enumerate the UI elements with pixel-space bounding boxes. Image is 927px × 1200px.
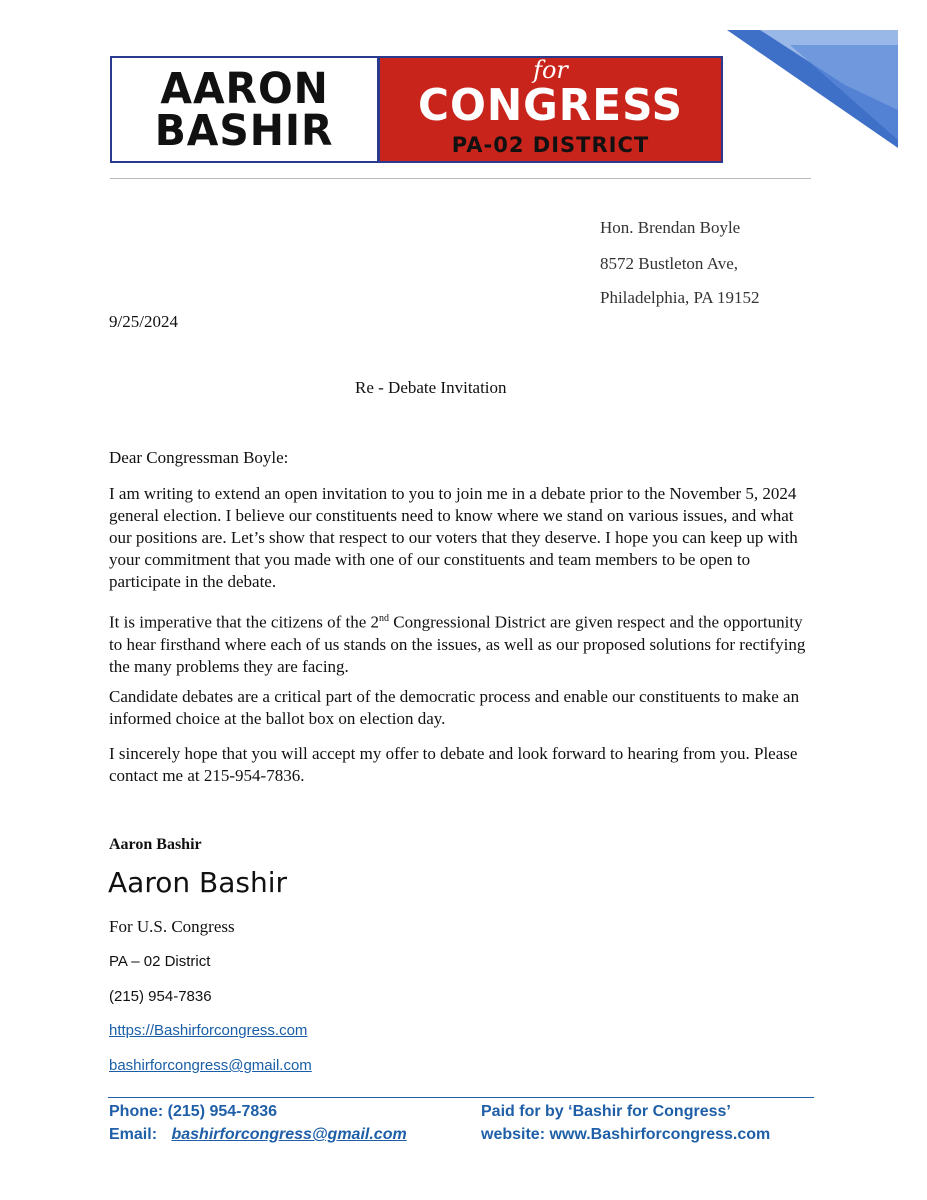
- signer-district: PA – 02 District: [109, 953, 211, 970]
- letter-subject: Re - Debate Invitation: [355, 378, 507, 397]
- logo-name-line1: AARON: [160, 63, 329, 114]
- salutation: Dear Congressman Boyle:: [109, 448, 289, 467]
- footer-website[interactable]: website: www.Bashirforcongress.com: [481, 1126, 771, 1143]
- signer-name: Aaron Bashir: [109, 836, 202, 853]
- logo-congress-panel: [378, 56, 723, 163]
- footer-email-label: Email:: [109, 1126, 158, 1143]
- corner-triangle-light: [760, 30, 898, 110]
- paragraph-2-rest: Congressional District are given respect and the opportunity to hear firsthand where each of us stands on the issues, as well as our proposed solutions for rectifying the many problems they are facing.: [109, 612, 806, 676]
- ordinal-suffix: nd: [379, 613, 390, 624]
- paragraph-2-start: It is imperative that the citizens of the 2: [109, 612, 380, 632]
- body-paragraph-2: [109, 608, 814, 678]
- footer-email-link[interactable]: bashirforcongress@gmail.com: [171, 1126, 407, 1143]
- recipient-city: Philadelphia, PA 19152: [600, 288, 760, 307]
- letter-date: 9/25/2024: [109, 312, 178, 331]
- footer-phone: Phone: (215) 954-7836: [109, 1103, 278, 1120]
- body-paragraph-3: Candidate debates are a critical part of the democratic process and enable our constituents to make an informed choice at the ballot box on election day.: [109, 687, 800, 728]
- recipient-name: Hon. Brendan Boyle: [600, 218, 741, 237]
- signature-script: Aaron Bashir: [108, 866, 287, 899]
- footer-paid-for: Paid for by ‘Bashir for Congress’: [481, 1103, 731, 1120]
- website-link[interactable]: https://Bashirforcongress.com: [109, 1022, 308, 1039]
- campaign-logo: [110, 56, 721, 163]
- body-paragraph-4: I sincerely hope that you will accept my offer to debate and look forward to hearing from you. Please contact me at 215-954-7836.: [109, 744, 798, 785]
- logo-name-panel: [110, 56, 379, 163]
- footer-email-row: [109, 1126, 407, 1144]
- corner-triangle-dark: [727, 30, 898, 148]
- recipient-street: 8572 Bustleton Ave,: [600, 254, 739, 273]
- logo-name-line2: BASHIR: [155, 105, 334, 156]
- signer-title: For U.S. Congress: [109, 917, 235, 936]
- corner-triangle-mid: [790, 45, 898, 140]
- logo-district: PA-02 DISTRICT: [451, 133, 650, 157]
- logo-for: for: [533, 56, 568, 84]
- logo-congress: CONGRESS: [418, 80, 683, 131]
- body-paragraph-1: I am writing to extend an open invitation to you to join me in a debate prior to the November 5, 2024 general election. I believe our constituents need to know where we stand on various issues, and what our positions are. Let’s show that respect to our voters that they deserve. I hope you can keep up with your commitment that you made with one of our constituents and team members to be open to participate in the debate.: [109, 484, 798, 591]
- header-divider: [110, 178, 811, 179]
- email-link[interactable]: bashirforcongress@gmail.com: [109, 1057, 312, 1074]
- signer-phone: (215) 954-7836: [109, 988, 212, 1005]
- footer-divider: [108, 1097, 814, 1098]
